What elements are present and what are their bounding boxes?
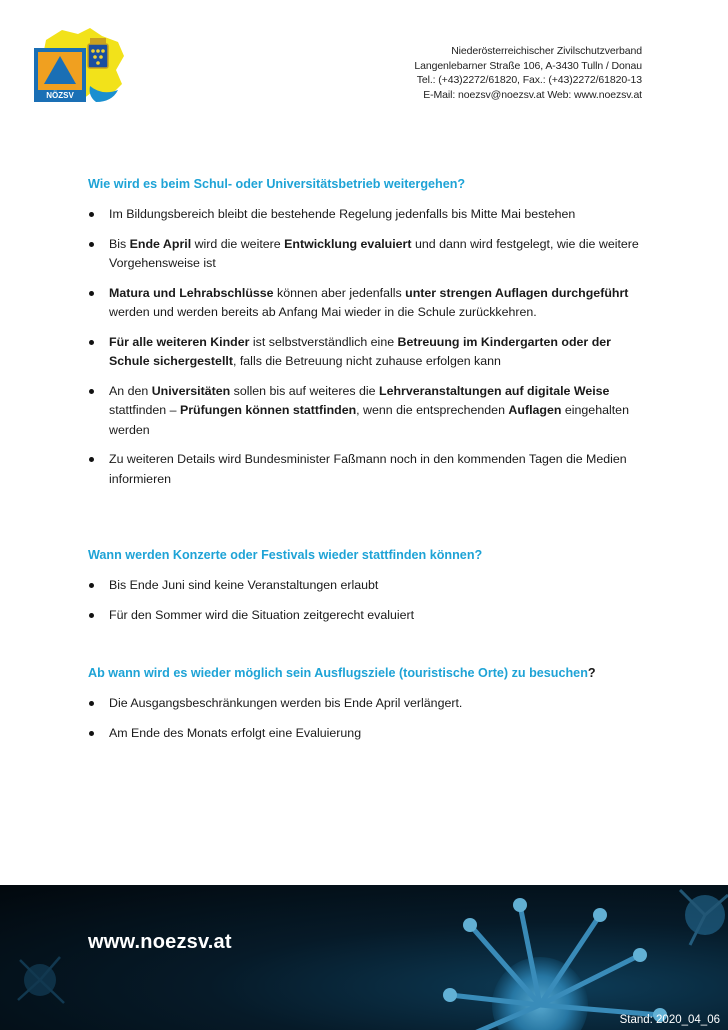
list-item — [88, 205, 650, 225]
virus-background-image — [0, 885, 728, 1030]
bullet-list — [88, 205, 650, 489]
text-run: eingehalten werden — [109, 403, 629, 437]
text-run: stattfinden – — [109, 403, 180, 417]
text-run: sollen bis auf weiteres die — [230, 383, 380, 398]
bold-text: Für alle weiteren Kinder — [109, 334, 250, 349]
list-item — [88, 333, 650, 372]
bold-text: Universitäten — [151, 383, 231, 398]
list-item — [88, 284, 650, 323]
text-run: Bis — [109, 236, 130, 251]
text-run: und dann wird festgelegt, wie die weitere Vorgehensweise ist — [109, 236, 639, 270]
text-run: Bis Ende Juni sind keine Veranstaltungen erlaubt — [109, 578, 379, 592]
header-contact — [414, 44, 642, 102]
bold-text: Auflagen — [508, 403, 562, 417]
text-run: Im Bildungsbereich bleibt die bestehende Regelung jedenfalls bis Mitte Mai bestehen — [109, 207, 576, 221]
text-run: können aber jedenfalls — [273, 285, 406, 300]
bold-text: unter strengen Auflagen durchgeführt — [405, 285, 629, 300]
bullet-list — [88, 694, 650, 743]
section-heading — [88, 666, 650, 680]
section-school — [88, 177, 650, 499]
bold-text: Lehrveranstaltungen auf digitale Weise — [379, 383, 610, 398]
bold-text: Betreuung im Kindergarten oder der Schule sichergestellt — [109, 334, 611, 368]
text-run: Am Ende des Monats erfolgt eine Evaluierung — [109, 725, 362, 740]
text-run: werden und werden bereits ab Anfang Mai wieder in die Schule zurückkehren. — [109, 305, 537, 319]
list-item — [88, 382, 650, 441]
bold-text: Entwicklung evaluiert — [284, 236, 412, 251]
bold-text: Matura und Lehrabschlüsse — [109, 285, 274, 300]
footer-website[interactable]: www.noezsv.at — [88, 931, 232, 953]
section-excursions — [88, 666, 650, 753]
text-run: , falls die Betreuung nicht zuhause erfolgen kann — [232, 354, 501, 368]
section-heading: Wie wird es beim Schul- oder Universitätsbetrieb weitergehen? — [88, 177, 466, 191]
list-item — [88, 724, 650, 744]
list-item — [88, 606, 650, 626]
org-address: Langenlebarner Straße 106, A-3430 Tulln / Donau — [414, 59, 642, 72]
list-item — [88, 694, 650, 714]
list-item — [88, 235, 650, 274]
bold-text: Ende April — [129, 236, 192, 251]
list-item — [88, 576, 650, 596]
text-run: Die Ausgangsbeschränkungen werden bis Ende April verlängert. — [109, 696, 463, 710]
section-heading-suffix: ? — [587, 666, 596, 680]
noezsv-logo — [32, 26, 128, 108]
org-phone: Tel.: (+43)2272/61820, Fax.: (+43)2272/61820-13 — [416, 74, 642, 86]
text-run: ist selbstverständlich eine — [249, 334, 398, 349]
logo-text: NÖZSV — [46, 91, 74, 100]
text-run: An den — [109, 383, 152, 398]
section-heading-text: Ab wann wird es wieder möglich sein Ausflugsziele (touristische Orte) zu besuchen — [88, 666, 588, 680]
text-run: wird die weitere — [191, 236, 285, 251]
bullet-list — [88, 576, 650, 625]
list-item — [88, 450, 650, 489]
section-concerts — [88, 548, 650, 635]
section-heading: Wann werden Konzerte oder Festivals wieder stattfinden können? — [88, 548, 483, 562]
footer-banner — [0, 885, 728, 1030]
bold-text: Prüfungen können stattfinden — [179, 403, 357, 417]
text-run: Für den Sommer wird die Situation zeitgerecht evaluiert — [109, 607, 415, 622]
org-email-web: E-Mail: noezsv@noezsv.at Web: www.noezsv.at — [423, 88, 642, 101]
org-name: Niederösterreichischer Zivilschutzverband — [451, 45, 642, 57]
footer-date-stamp: Stand: 2020_04_06 — [619, 1014, 720, 1026]
text-run: Zu weiteren Details wird Bundesminister Faßmann noch in den kommenden Tagen die Medien informieren — [109, 452, 627, 486]
text-run: , wenn die entsprechenden — [356, 403, 509, 417]
